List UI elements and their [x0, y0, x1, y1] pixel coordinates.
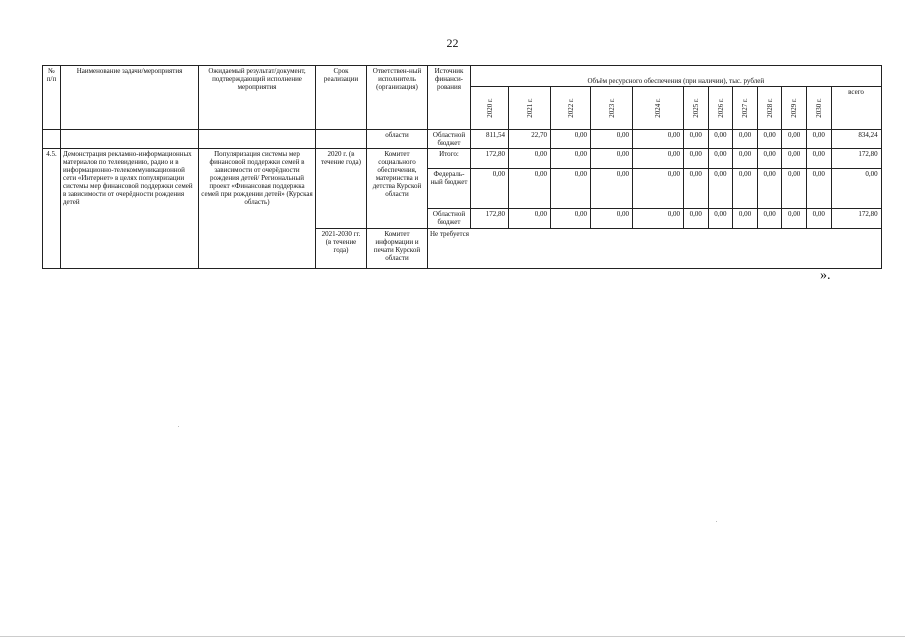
item-row-total	[43, 149, 882, 169]
cell: 0,00	[782, 169, 807, 209]
item-source: Областной бюджет	[428, 209, 471, 229]
cell: 0,00	[757, 169, 782, 209]
cell: 0,00	[471, 169, 509, 209]
header-resources: Объём ресурсного обеспечения (при наличии), тыс. рублей	[471, 66, 882, 87]
scan-speck	[178, 426, 179, 427]
item-no: 4.5.	[43, 149, 61, 269]
cell: 0,00	[708, 169, 733, 209]
item-result: Популяризация системы мер финансовой поддержки семей в зависимости от очерёдности рождения детей/ Региональный проект «Финансовая поддержка семей при рождении детей» (Курская область)	[199, 149, 316, 269]
cell-total: 834,24	[831, 130, 881, 149]
carry-row	[43, 130, 882, 149]
item-source: Итого:	[428, 149, 471, 169]
scan-speck	[716, 521, 717, 522]
header-name: Наименование задачи/мероприятия	[61, 66, 199, 130]
cell: 0,00	[733, 149, 758, 169]
cell: 0,00	[684, 149, 709, 169]
cell: 0,00	[591, 169, 633, 209]
cell: 0,00	[509, 149, 551, 169]
item-responsible-1: Комитет социального обеспечения, материнства и детства Курской области	[367, 149, 428, 229]
cell: 0,00	[509, 209, 551, 229]
cell: 0,00	[708, 209, 733, 229]
cell: 0,00	[708, 130, 733, 149]
header-source: Источник финанси-рования	[428, 66, 471, 130]
cell: 0,00	[633, 209, 684, 229]
year-2028: 2028 г.	[765, 98, 774, 118]
year-2026: 2026 г.	[716, 98, 725, 118]
carry-responsible: области	[367, 130, 428, 149]
year-2020: 2020 г.	[485, 98, 494, 118]
cell: 0,00	[551, 169, 591, 209]
year-2025: 2025 г.	[691, 98, 700, 118]
scan-edge	[0, 636, 905, 637]
cell-total: 172,80	[831, 149, 881, 169]
cell: 172,80	[471, 149, 509, 169]
year-2023: 2023 г.	[607, 98, 616, 118]
cell: 811,54	[471, 130, 509, 149]
cell: 0,00	[684, 209, 709, 229]
cell: 0,00	[806, 130, 831, 149]
year-2030: 2030 г.	[814, 98, 823, 118]
item-term-2: 2021-2030 гг. (в течение года)	[316, 229, 367, 269]
header-term: Срок реализации	[316, 66, 367, 130]
cell: 0,00	[591, 130, 633, 149]
cell: 0,00	[733, 169, 758, 209]
item-name: Демонстрация рекламно-информационных материалов по телевидению, радио и в информационно-телекоммуникационной сети «Интернет» в целях популяризации системы мер финансовой поддержки семей в зависимости от очерёдности рождения детей	[61, 149, 199, 269]
cell: 0,00	[806, 149, 831, 169]
cell: 0,00	[806, 209, 831, 229]
year-2027: 2027 г.	[740, 98, 749, 118]
cell-total: 172,80	[831, 209, 881, 229]
cell: 0,00	[551, 130, 591, 149]
cell: 0,00	[708, 149, 733, 169]
year-2024: 2024 г.	[654, 98, 662, 118]
cell: 22,70	[509, 130, 551, 149]
header-no: № п/п	[43, 66, 61, 130]
cell: 0,00	[782, 130, 807, 149]
cell: 0,00	[551, 149, 591, 169]
year-2029: 2029 г.	[790, 98, 799, 118]
cell: 0,00	[757, 130, 782, 149]
cell: 0,00	[782, 149, 807, 169]
cell: 0,00	[757, 149, 782, 169]
item-responsible-2: Комитет информации и печати Курской области	[367, 229, 428, 269]
cell: 0,00	[782, 209, 807, 229]
year-2021: 2021 г.	[525, 98, 534, 118]
item-term-1: 2020 г. (в течение года)	[316, 149, 367, 229]
cell: 0,00	[633, 169, 684, 209]
year-2022: 2022 г.	[566, 98, 575, 118]
cell-total: 0,00	[831, 169, 881, 209]
header-responsible: Ответствен-ный исполнитель (организация)	[367, 66, 428, 130]
page-number: 22	[446, 36, 459, 50]
resources-table	[42, 65, 882, 269]
cell: 0,00	[733, 209, 758, 229]
cell: 0,00	[633, 130, 684, 149]
cell: 0,00	[806, 169, 831, 209]
header-total: всего	[831, 87, 881, 130]
cell: 0,00	[733, 130, 758, 149]
header-row-1	[43, 66, 882, 87]
closing-quote: ».	[820, 268, 831, 283]
cell: 0,00	[633, 149, 684, 169]
cell: 0,00	[509, 169, 551, 209]
cell: 0,00	[757, 209, 782, 229]
cell: 0,00	[591, 209, 633, 229]
item-source: Федераль-ный бюджет	[428, 169, 471, 209]
header-result: Ожидаемый результат/документ, подтверждающий исполнение мероприятия	[199, 66, 316, 130]
cell: 172,80	[471, 209, 509, 229]
carry-source: Областной бюджет	[428, 130, 471, 149]
item-source-2: Не требуется	[428, 229, 882, 269]
cell: 0,00	[551, 209, 591, 229]
cell: 0,00	[591, 149, 633, 169]
cell: 0,00	[684, 169, 709, 209]
cell: 0,00	[684, 130, 709, 149]
